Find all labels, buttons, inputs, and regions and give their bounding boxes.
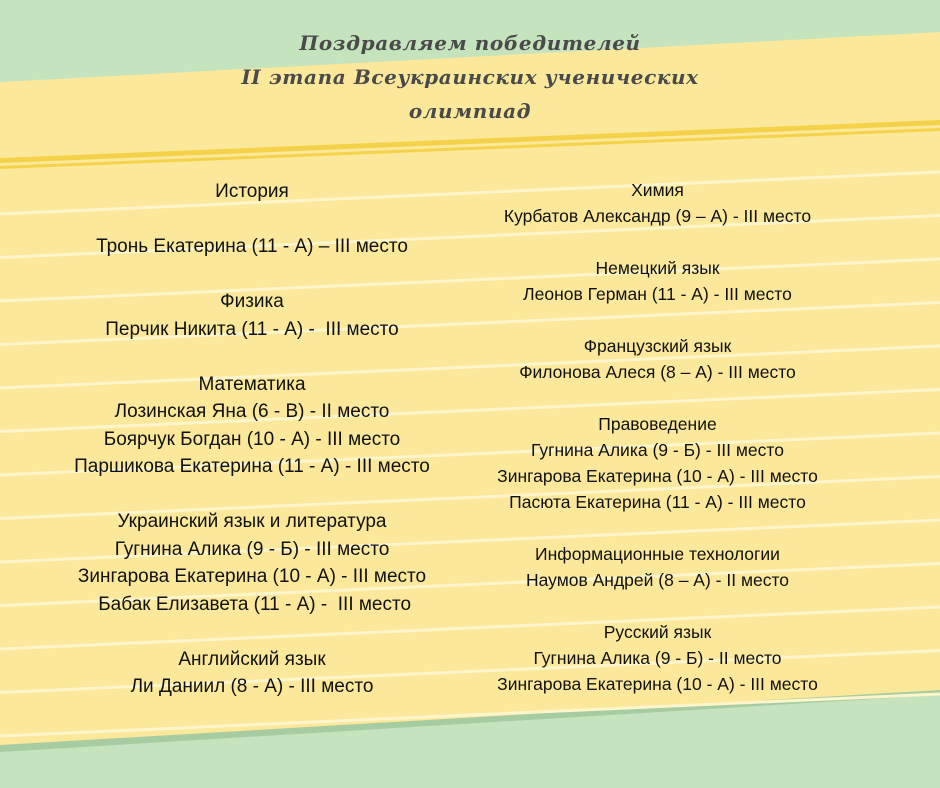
winner-entry: Пасюта Екатерина (11 - А) - III место	[509, 492, 806, 512]
page-title	[0, 26, 940, 128]
winner-entry: Бабак Елизавета (11 - А) - III место	[92, 593, 412, 615]
subject-heading: Украинский язык и литература	[117, 511, 387, 532]
winner-entry: Лозинская Яна (6 - В) - II место	[114, 401, 390, 422]
subject-heading: Информационные технологии	[535, 544, 780, 564]
left-column	[52, 178, 452, 701]
subject-block-math	[52, 371, 452, 481]
winner-entry: Зингарова Екатерина (10 - А) - III место	[77, 566, 427, 587]
winner-entry: Перчик Никита (11 - А) - III место	[105, 318, 399, 340]
subject-block-russian	[470, 619, 845, 697]
subject-heading: Физика	[220, 291, 284, 312]
subject-block-ukrainian	[52, 508, 452, 618]
title-line: олимпиад	[408, 99, 532, 123]
winner-entry: Гугнина Алика (9 - Б) - III место	[114, 538, 390, 560]
subject-heading: Английский язык	[178, 648, 326, 670]
subject-block-it	[470, 541, 845, 593]
subject-block-english	[52, 646, 452, 701]
winner-entry: Паршикова Екатерина (11 - А) - III место	[74, 456, 430, 477]
winner-entry: Боярчук Богдан (10 - А) - III место	[103, 428, 401, 450]
winner-entry: Леонов Герман (11 - А) - III место	[523, 284, 792, 304]
subject-block-french	[470, 333, 845, 385]
winner-entry: Гугнина Алика (9 - Б) - II место	[533, 648, 782, 668]
subject-heading: Немецкий язык	[595, 258, 720, 278]
subject-heading: Правоведение	[598, 414, 717, 434]
winner-entry: Гугнина Алика (9 - Б) - III место	[531, 440, 784, 460]
winner-entry: Зингарова Екатерина (10 - А) - III место	[497, 674, 818, 694]
subject-heading: Математика	[198, 373, 306, 395]
subject-block-chemistry	[470, 177, 845, 229]
winner-entry: Наумов Андрей (8 – А) - II место	[525, 570, 790, 590]
winner-entry: Тронь Екатерина (11 - А) – III место	[96, 236, 408, 257]
title-line: Поздравляем победителей	[299, 31, 641, 55]
subject-block-physics	[52, 288, 452, 343]
subject-heading: История	[215, 181, 289, 202]
subject-block-law	[470, 411, 845, 515]
subject-block-german	[470, 255, 845, 307]
winner-entry: Филонова Алеся (8 – А) - III место	[519, 362, 796, 382]
subject-heading: Химия	[631, 180, 684, 200]
winner-entry: Зингарова Екатерина (10 - А) - III место	[497, 466, 818, 486]
subject-heading: Французский язык	[583, 336, 732, 356]
right-column	[470, 177, 845, 697]
title-line: II этапа Всеукраинских ученических	[241, 65, 699, 89]
subject-block-history	[52, 178, 452, 261]
subject-heading: Русский язык	[603, 622, 712, 642]
winner-entry: Ли Даниил (8 - А) - III место	[130, 676, 374, 697]
winner-entry: Курбатов Александр (9 – А) - III место	[503, 206, 812, 226]
